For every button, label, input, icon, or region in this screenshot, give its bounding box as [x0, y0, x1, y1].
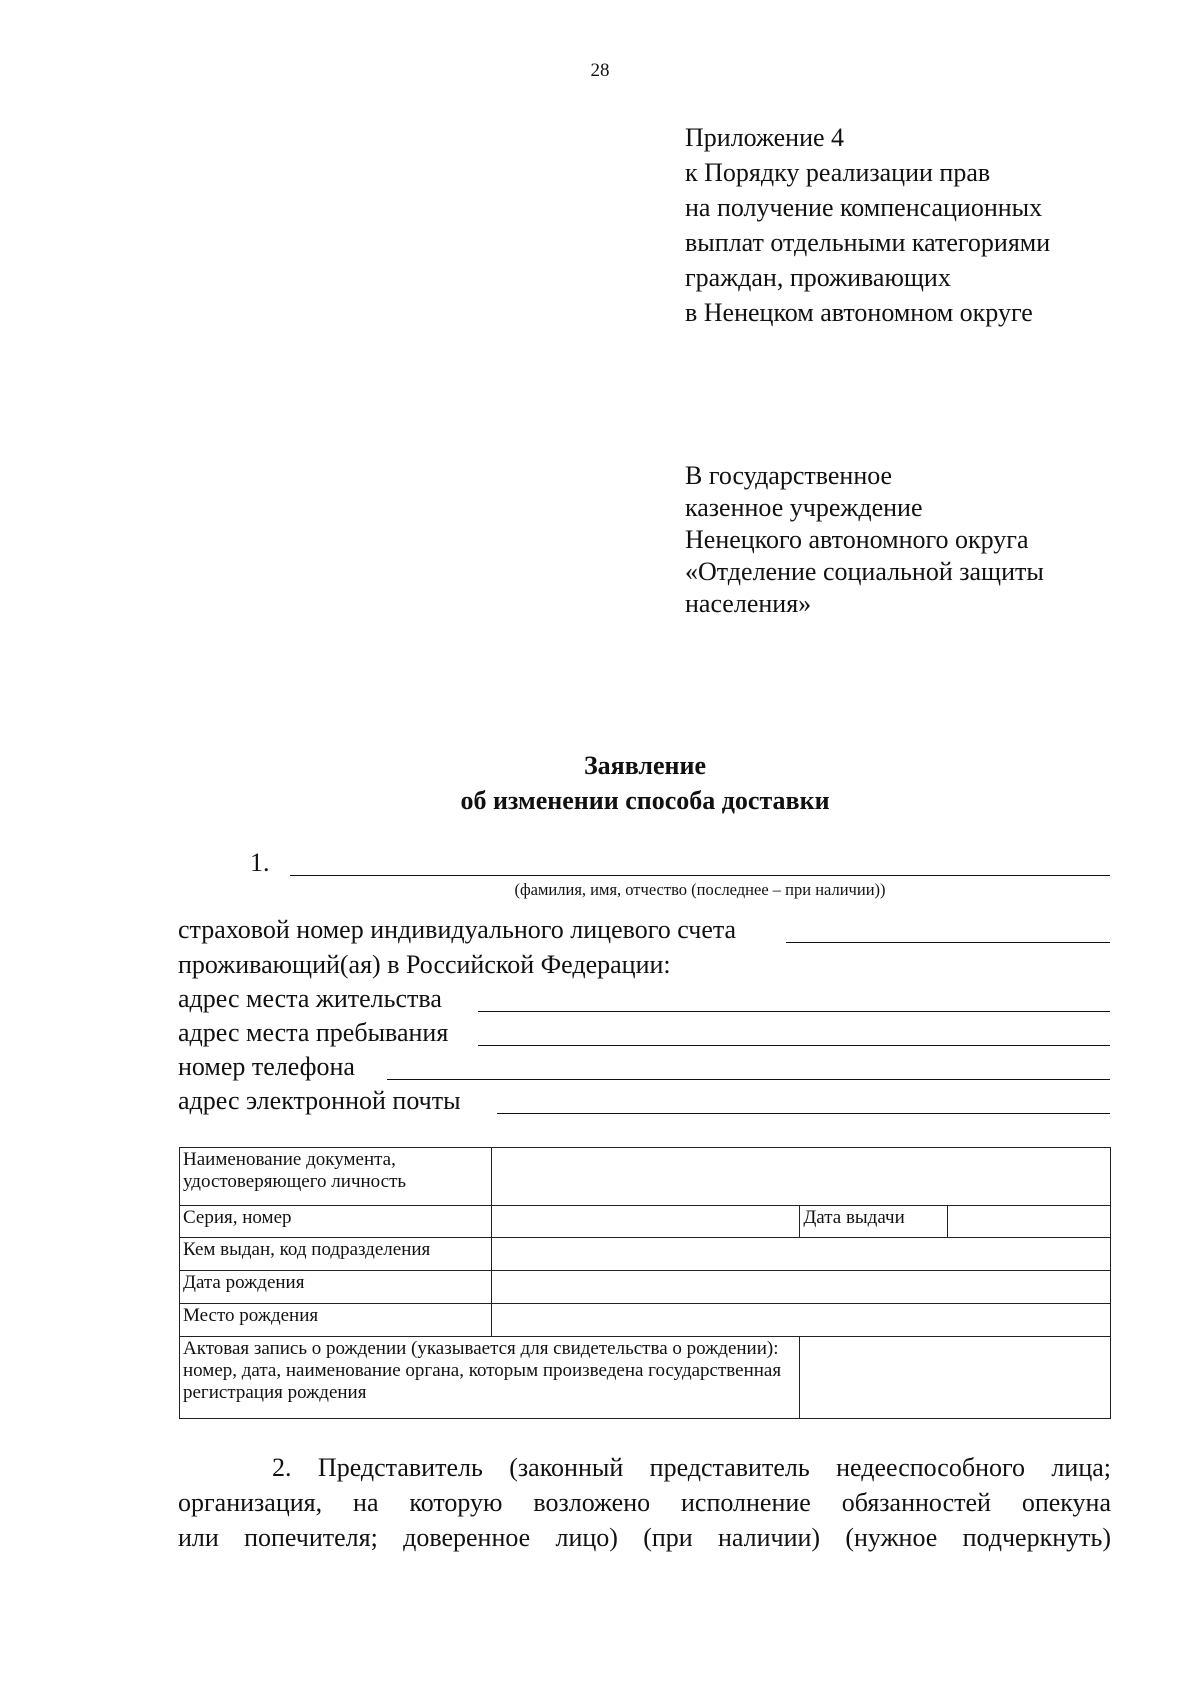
appendix-line: граждан, проживающих — [685, 263, 951, 292]
title-line-2: об изменении способа доставки — [460, 786, 830, 815]
title-line-1: Заявление — [583, 751, 707, 780]
birth-date-label: Дата рождения — [180, 1271, 492, 1304]
birth-place-cell[interactable] — [491, 1304, 1110, 1337]
section-2-paragraph — [178, 1450, 1111, 1555]
document-title — [0, 748, 1200, 818]
series-number-cell[interactable] — [491, 1206, 800, 1238]
recipient-line: «Отделение социальной защиты — [685, 557, 1044, 586]
appendix-line: на получение компенсационных — [685, 193, 1043, 222]
stay-address-field[interactable] — [478, 1045, 1110, 1046]
recipient-line: населения» — [685, 589, 812, 618]
full-name-field[interactable] — [290, 875, 1110, 876]
recipient-line: В государственное — [685, 461, 893, 490]
recipient-block — [685, 460, 1125, 620]
section-2-line-2: организация, на которую возложено исполнение обязанностей опекуна — [178, 1488, 1111, 1517]
residence-address-label: адрес места жительства — [178, 984, 442, 1013]
birth-place-label: Место рождения — [180, 1304, 492, 1337]
email-field[interactable] — [497, 1113, 1110, 1114]
birth-record-label: Актовая запись о рождении (указывается для свидетельства о рождении): номер, дата, наименование органа, которым произведена государственная регистрация рождения — [180, 1337, 800, 1419]
birth-date-cell[interactable] — [491, 1271, 1110, 1304]
appendix-header — [685, 120, 1125, 330]
stay-address-label: адрес места пребывания — [178, 1018, 449, 1047]
email-label: адрес электронной почты — [178, 1086, 461, 1115]
phone-label: номер телефона — [178, 1052, 355, 1081]
phone-field[interactable] — [387, 1079, 1110, 1080]
doc-name-label: Наименование документа, удостоверяющего личность — [180, 1148, 492, 1206]
birth-record-cell[interactable] — [800, 1337, 1111, 1419]
issued-by-cell[interactable] — [491, 1238, 1110, 1271]
full-name-caption: (фамилия, имя, отчество (последнее – при наличии)) — [514, 880, 886, 899]
section-2-line-3: или попечителя; доверенное лицо) (при наличии) (нужное подчеркнуть) — [178, 1523, 1111, 1552]
identity-document-table — [179, 1147, 1111, 1419]
appendix-line: в Ненецком автономном округе — [685, 298, 1033, 327]
page-number: 28 — [590, 60, 610, 81]
residing-label: проживающий(ая) в Российской Федерации: — [178, 950, 671, 979]
section-number-1: 1. — [250, 848, 270, 877]
recipient-line: казенное учреждение — [685, 493, 923, 522]
appendix-line: к Порядку реализации прав — [685, 158, 991, 187]
appendix-line: выплат отдельными категориями — [685, 228, 1051, 257]
series-number-label: Серия, номер — [180, 1206, 492, 1238]
issue-date-label: Дата выдачи — [800, 1206, 948, 1238]
snils-label: страховой номер индивидуального лицевого счета — [178, 915, 737, 944]
recipient-line: Ненецкого автономного округа — [685, 525, 1029, 554]
appendix-line: Приложение 4 — [685, 123, 845, 152]
section-2-line-1: 2. Представитель (законный представитель недееспособного лица; — [272, 1453, 1111, 1482]
snils-field[interactable] — [786, 942, 1110, 943]
issue-date-cell[interactable] — [948, 1206, 1111, 1238]
issued-by-label: Кем выдан, код подразделения — [180, 1238, 492, 1271]
residence-address-field[interactable] — [478, 1011, 1110, 1012]
doc-name-cell[interactable] — [491, 1148, 1110, 1206]
